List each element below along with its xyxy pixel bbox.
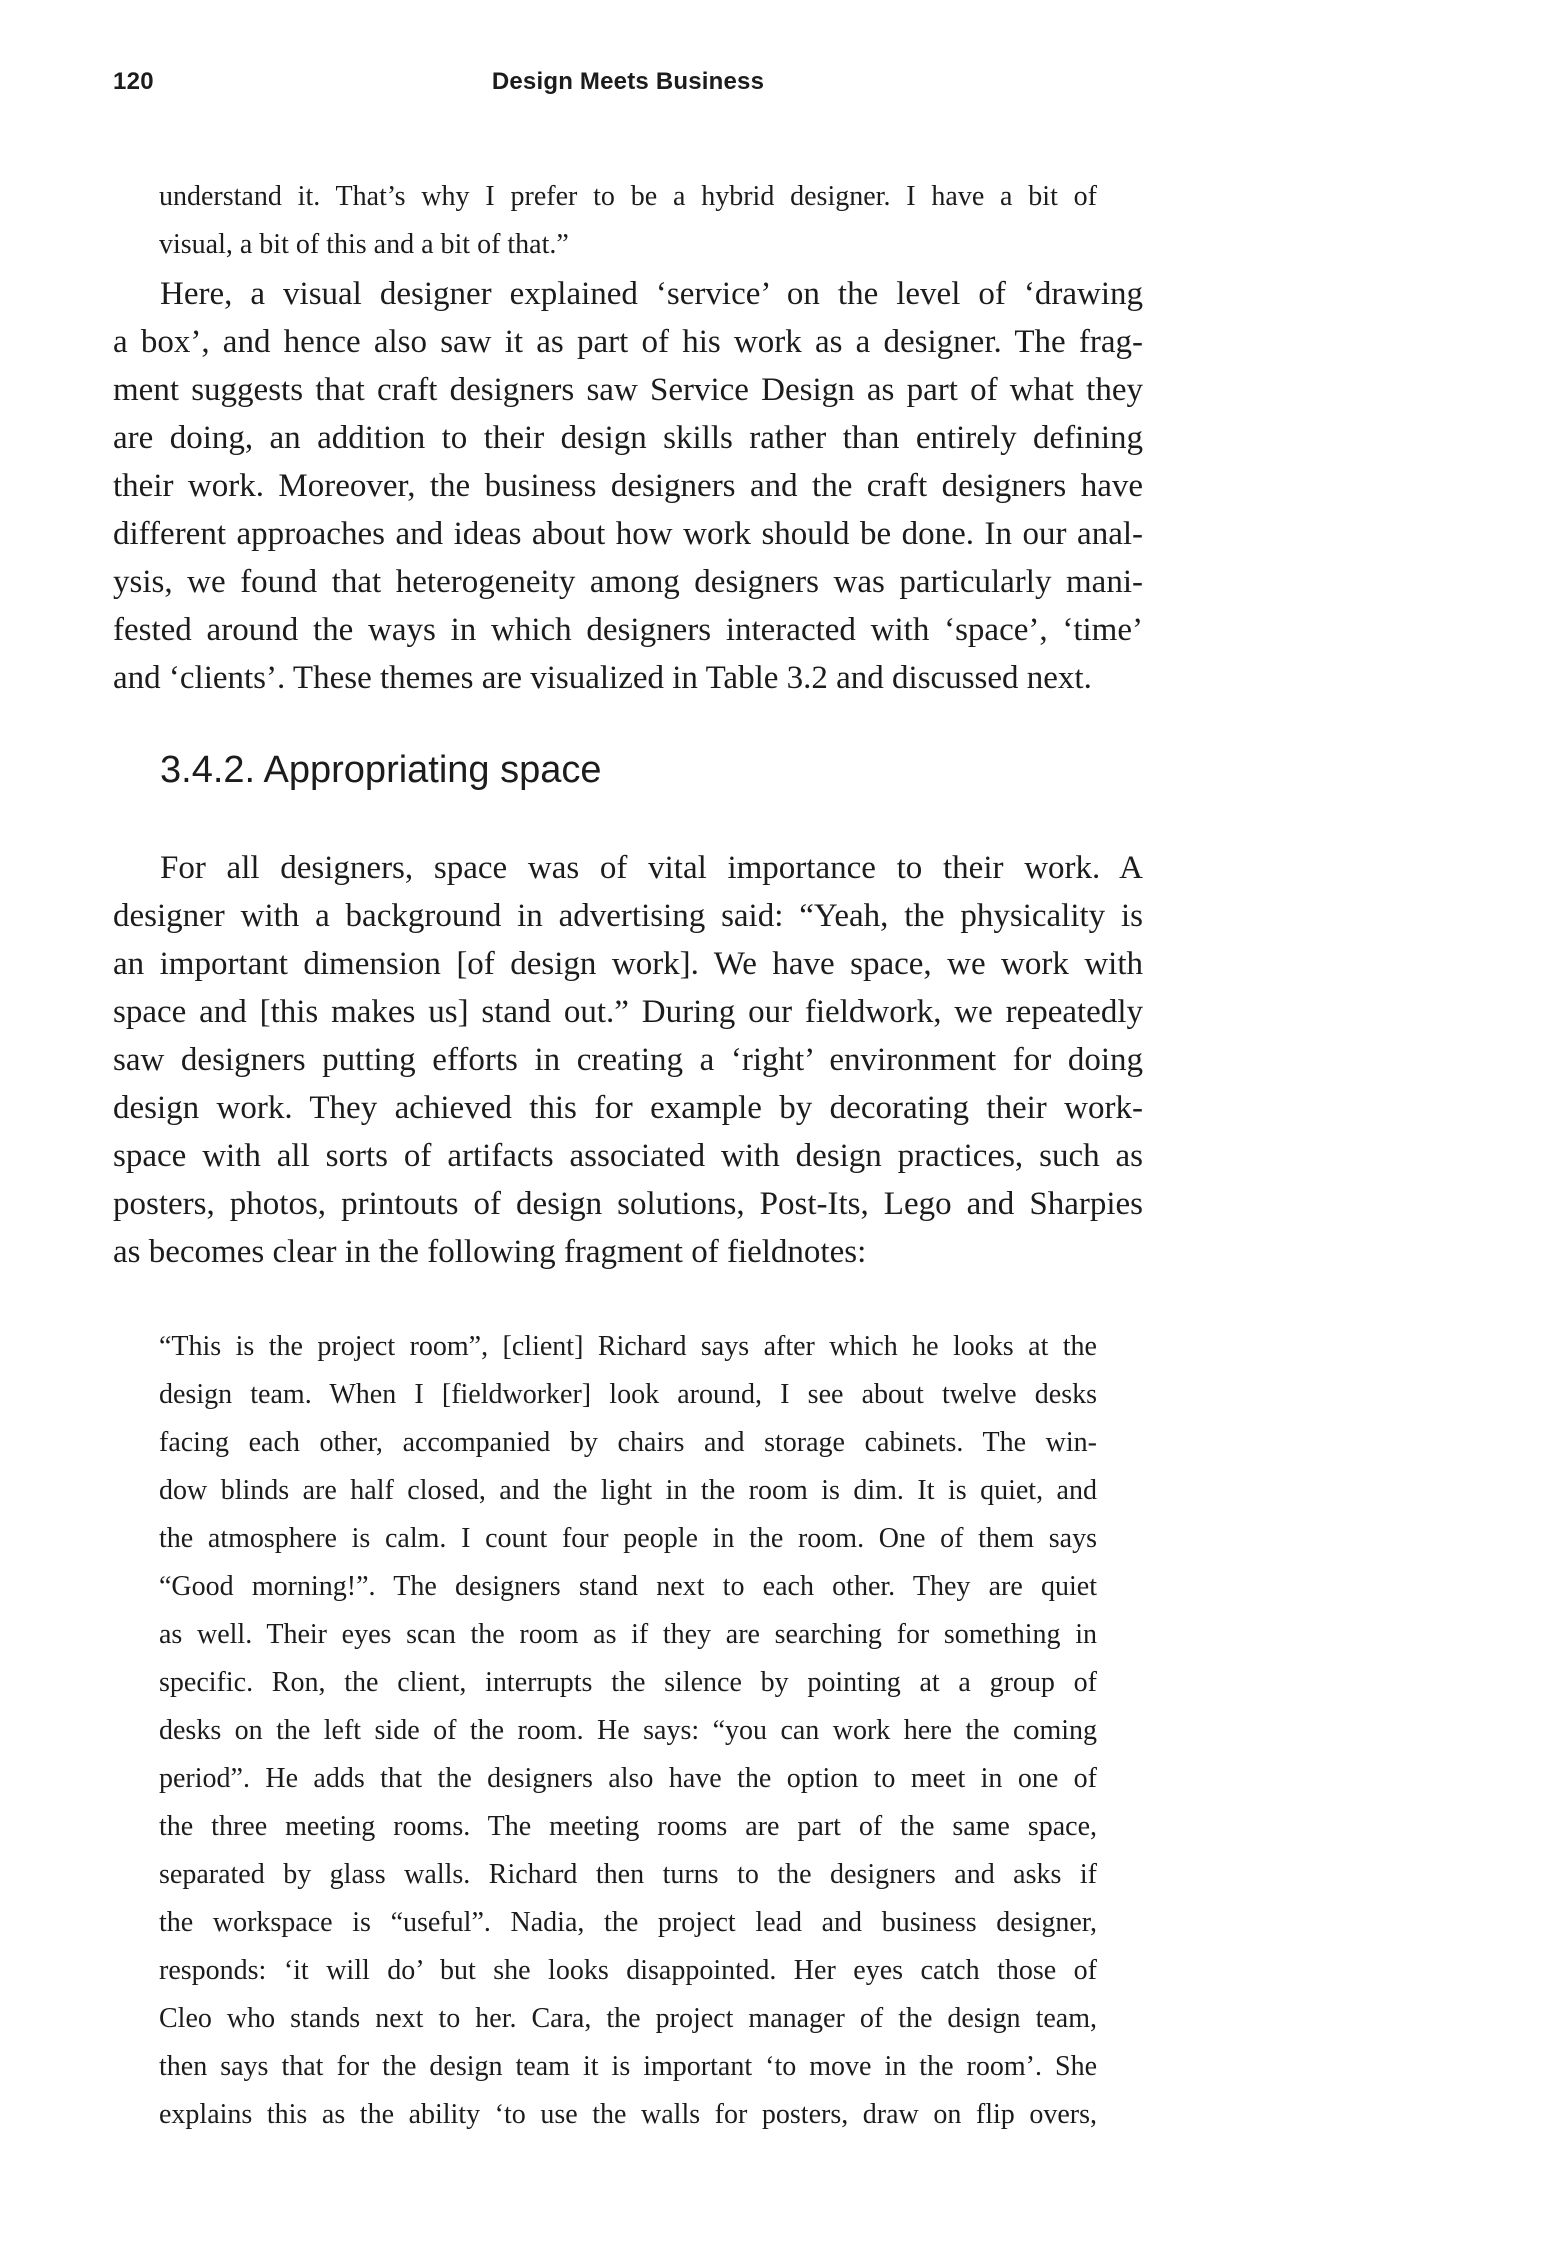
paragraph-2-line: designer with a background in advertising said: “Yeah, the physicality is (113, 898, 1143, 934)
fieldnote-line: design team. When I [fieldworker] look around, I see about twelve desks (159, 1379, 1097, 1410)
paragraph-1-line: and ‘clients’. These themes are visualized in Table 3.2 and discussed next. (113, 660, 1092, 696)
paragraph-1-line: different approaches and ideas about how work should be done. In our anal- (113, 516, 1143, 552)
paragraph-2-line: design work. They achieved this for example by decorating their work- (113, 1090, 1143, 1126)
fieldnote-line: period”. He adds that the designers also have the option to meet in one of (159, 1763, 1097, 1794)
paragraph-2-line: posters, photos, printouts of design solutions, Post-Its, Lego and Sharpies (113, 1186, 1143, 1222)
opening-quote-line: understand it. That’s why I prefer to be a hybrid designer. I have a bit of (159, 181, 1097, 212)
fieldnote-line: dow blinds are half closed, and the light in the room is dim. It is quiet, and (159, 1475, 1097, 1506)
paragraph-2-line: an important dimension [of design work]. We have space, we work with (113, 946, 1143, 982)
fieldnote-line: desks on the left side of the room. He says: “you can work here the coming (159, 1715, 1097, 1746)
fieldnote-line: “Good morning!”. The designers stand next to each other. They are quiet (159, 1571, 1097, 1602)
paragraph-1-line: ysis, we found that heterogeneity among designers was particularly mani- (113, 564, 1143, 600)
fieldnote-line: the three meeting rooms. The meeting rooms are part of the same space, (159, 1811, 1097, 1842)
fieldnote-line: the workspace is “useful”. Nadia, the project lead and business designer, (159, 1907, 1097, 1938)
paragraph-1-line: Here, a visual designer explained ‘service’ on the level of ‘drawing (160, 276, 1143, 312)
fieldnote-line: the atmosphere is calm. I count four people in the room. One of them says (159, 1523, 1097, 1554)
paragraph-2-line: as becomes clear in the following fragment of fieldnotes: (113, 1234, 867, 1270)
fieldnote-line: separated by glass walls. Richard then turns to the designers and asks if (159, 1859, 1097, 1890)
fieldnote-line: “This is the project room”, [client] Richard says after which he looks at the (159, 1331, 1097, 1362)
opening-quote-line: visual, a bit of this and a bit of that.” (159, 229, 569, 260)
page-number: 120 (113, 68, 154, 95)
paragraph-1-line: a box’, and hence also saw it as part of his work as a designer. The frag- (113, 324, 1143, 360)
fieldnote-line: facing each other, accompanied by chairs and storage cabinets. The win- (159, 1427, 1097, 1458)
paragraph-1-line: ment suggests that craft designers saw Service Design as part of what they (113, 372, 1143, 408)
fieldnote-line: specific. Ron, the client, interrupts the silence by pointing at a group of (159, 1667, 1097, 1698)
paragraph-2-line: saw designers putting efforts in creating a ‘right’ environment for doing (113, 1042, 1143, 1078)
fieldnote-line: explains this as the ability ‘to use the walls for posters, draw on flip overs, (159, 2099, 1097, 2130)
paragraph-2-line: space with all sorts of artifacts associated with design practices, such as (113, 1138, 1143, 1174)
running-title: Design Meets Business (491, 68, 765, 95)
paragraph-1-line: fested around the ways in which designers interacted with ‘space’, ‘time’ (113, 612, 1143, 648)
paragraph-2-line: For all designers, space was of vital importance to their work. A (160, 850, 1143, 886)
fieldnote-line: as well. Their eyes scan the room as if they are searching for something in (159, 1619, 1097, 1650)
page-header (113, 68, 1143, 104)
paragraph-1-line: are doing, an addition to their design skills rather than entirely defining (113, 420, 1143, 456)
paragraph-2-line: space and [this makes us] stand out.” During our fieldwork, we repeatedly (113, 994, 1143, 1030)
fieldnote-line: Cleo who stands next to her. Cara, the project manager of the design team, (159, 2003, 1097, 2034)
paragraph-1-line: their work. Moreover, the business designers and the craft designers have (113, 468, 1143, 504)
fieldnote-line: then says that for the design team it is important ‘to move in the room’. She (159, 2051, 1097, 2082)
fieldnote-line: responds: ‘it will do’ but she looks disappointed. Her eyes catch those of (159, 1955, 1097, 1986)
section-heading: 3.4.2. Appropriating space (160, 749, 602, 791)
